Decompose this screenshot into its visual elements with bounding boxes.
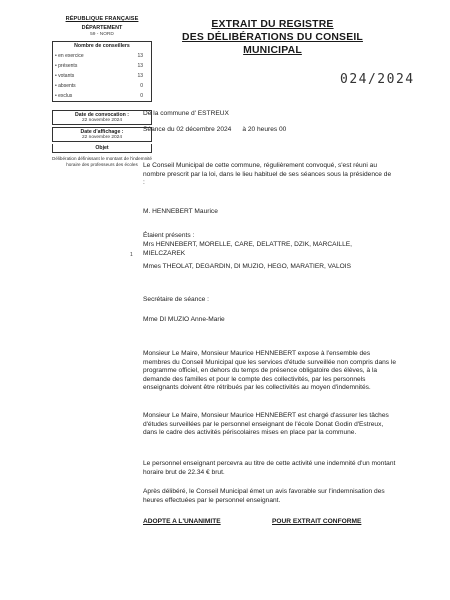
count-label: • exclus	[55, 93, 73, 99]
convocation-box	[52, 110, 152, 125]
seance-line: Séance du 02 décembre 2024 à 20 heures 00	[143, 126, 287, 133]
objet-text: Délibération définissant le montant de l'indemnité horaire des professeurs des écoles	[52, 156, 152, 167]
councillors-title: Nombre de conseillers	[74, 43, 130, 49]
extrait-conforme-label: POUR EXTRAIT CONFORME	[272, 518, 362, 525]
presents-mrs: Mrs HENNEBERT, MORELLE, CARE, DELATTRE, DZIK, MARCAILLE, MIELCZAREK	[143, 241, 352, 257]
count-label: • présents	[55, 63, 78, 69]
count-label: • en exercice	[55, 53, 84, 59]
paragraph-2: Monsieur Le Maire, Monsieur Maurice HENNEBERT est chargé d'assurer les tâches d'études surveillées par le personnel enseignant de l'école Donat Godin d'Estreux, dans le cadre des activités périscolaires mises en place par la commune.	[143, 412, 389, 437]
republic-heading: RÉPUBLIQUE FRANÇAISE	[65, 16, 139, 22]
count-value: 13	[137, 73, 143, 79]
presents-mmes: Mmes THEOLAT, DEGARDIN, DI MUZIO, HEGO, MARATIER, VALOIS	[143, 263, 351, 270]
count-value: 13	[137, 53, 143, 59]
title-line: MUNICIPAL	[243, 45, 302, 57]
paragraph-3: Le personnel enseignant percevra au titre de cette activité une indemnité d'un montant horaire brut de 22.34 € brut.	[143, 460, 396, 476]
president-name: M. HENNEBERT Maurice	[143, 208, 218, 215]
count-label: • absents	[55, 83, 76, 89]
convocation-date: 22 novembre 2024	[81, 118, 122, 123]
document-title	[160, 18, 385, 58]
sidebar	[52, 16, 152, 168]
commune-line: De la commune d' ESTREUX	[143, 110, 229, 117]
count-row	[55, 73, 149, 79]
side-number: 1	[130, 252, 133, 258]
objet-label: Objet	[52, 144, 152, 153]
paragraph-4: Après délibéré, le Conseil Municipal émet un avis favorable sur l'indemnisation des heures effectuées par le personnel enseignant.	[143, 488, 385, 504]
department-label: DÉPARTEMENT	[81, 25, 123, 31]
secretaire-name: Mme DI MUZIO Anne-Marie	[143, 316, 225, 323]
intro-paragraph: Le Conseil Municipal de cette commune, régulièrement convoqué, s'est réuni au nombre prescrit par la loi, dans le lieu habituel de ses séances sous la présidence de :	[143, 162, 392, 187]
count-row	[55, 53, 149, 59]
affichage-date: 22 novembre 2024	[81, 135, 122, 140]
convocation-label: Date de convocation :	[75, 112, 129, 118]
department-name: 59 - NORD	[90, 32, 114, 37]
title-line: DES DÉLIBÉRATIONS DU CONSEIL	[182, 32, 363, 44]
count-row	[55, 93, 149, 99]
count-label: • votants	[55, 73, 75, 79]
councillors-box	[52, 41, 152, 102]
count-value: 0	[140, 83, 143, 89]
adopte-label: ADOPTE A L'UNANIMITE	[143, 518, 221, 525]
title-line: EXTRAIT DU REGISTRE	[211, 19, 334, 30]
affichage-label: Date d'affichage :	[80, 129, 124, 135]
count-value: 0	[140, 93, 143, 99]
count-row	[55, 63, 149, 69]
count-value: 13	[137, 63, 143, 69]
secretaire-label: Secrétaire de séance :	[143, 296, 209, 303]
count-row	[55, 83, 149, 89]
paragraph-1: Monsieur Le Maire, Monsieur Maurice HENNEBERT expose à l'ensemble des membres du Conseil Municipal que les services d'étude surveillée non compris dans le programme officiel, en dehors du temps de présence obligatoire des élèves, à la demande des familles et pour le compte des collectivités, par les personnels enseignants doivent être rétribués par les collectivités au moyen d'indemnités.	[143, 350, 397, 392]
presents-label: Étaient présents :	[143, 232, 195, 239]
deliberation-number-stamp: 024/2024	[340, 72, 415, 87]
affichage-box	[52, 127, 152, 142]
